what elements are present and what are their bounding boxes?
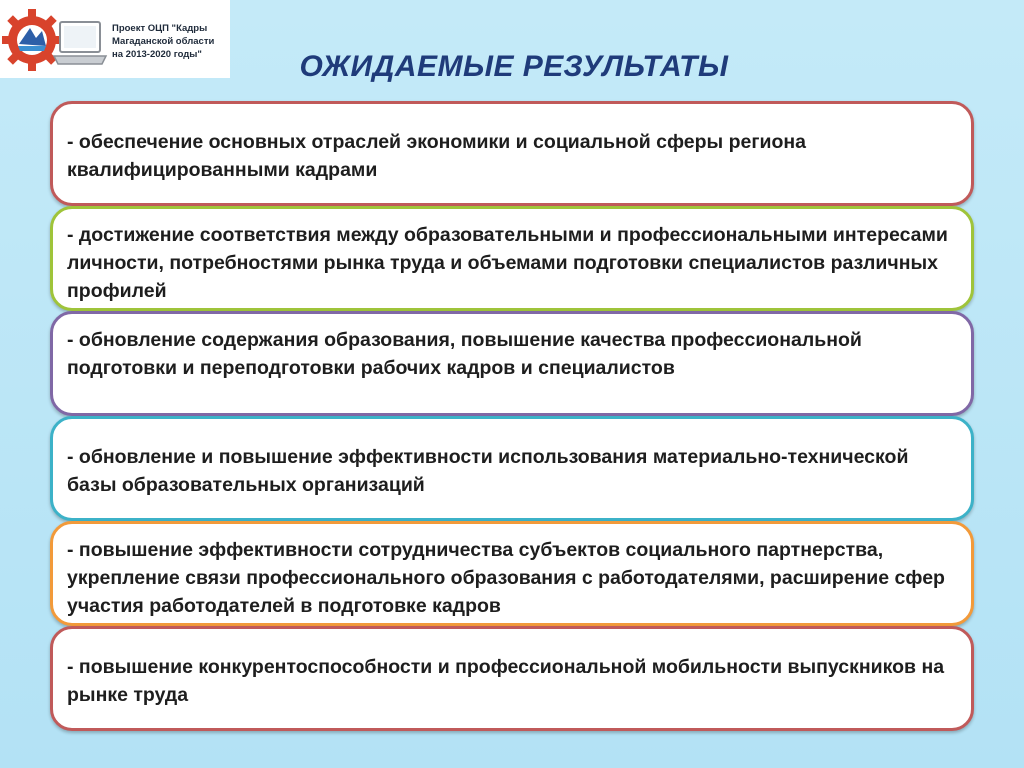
result-item-4: - обновление и повышение эффективности использования материально-технической базы образовательных организаций [50,416,974,521]
result-item-6: - повышение конкурентоспособности и профессиональной мобильности выпускников на рынке труда [50,626,974,731]
result-item-2: - достижение соответствия между образовательными и профессиональными интересами личности, потребностями рынка труда и объемами подготовки специалистов различных профилей [50,206,974,311]
result-item-1: - обеспечение основных отраслей экономики и социальной сферы региона квалифицированными кадрами [50,101,974,206]
project-logo-text: Проект ОЦП "Кадры Магаданской области на 2013-2020 годы" [112,23,215,60]
page-title: ОЖИДАЕМЫЕ РЕЗУЛЬТАТЫ [299,50,729,83]
result-item-5: - повышение эффективности сотрудничества субъектов социального партнерства, укрепление связи профессионального образования с работодателями, расширение сфер участия работодателей в подготовке кадров [50,521,974,626]
result-item-3: - обновление содержания образования, повышение качества профессиональной подготовки и переподготовки рабочих кадров и специалистов [50,311,974,416]
